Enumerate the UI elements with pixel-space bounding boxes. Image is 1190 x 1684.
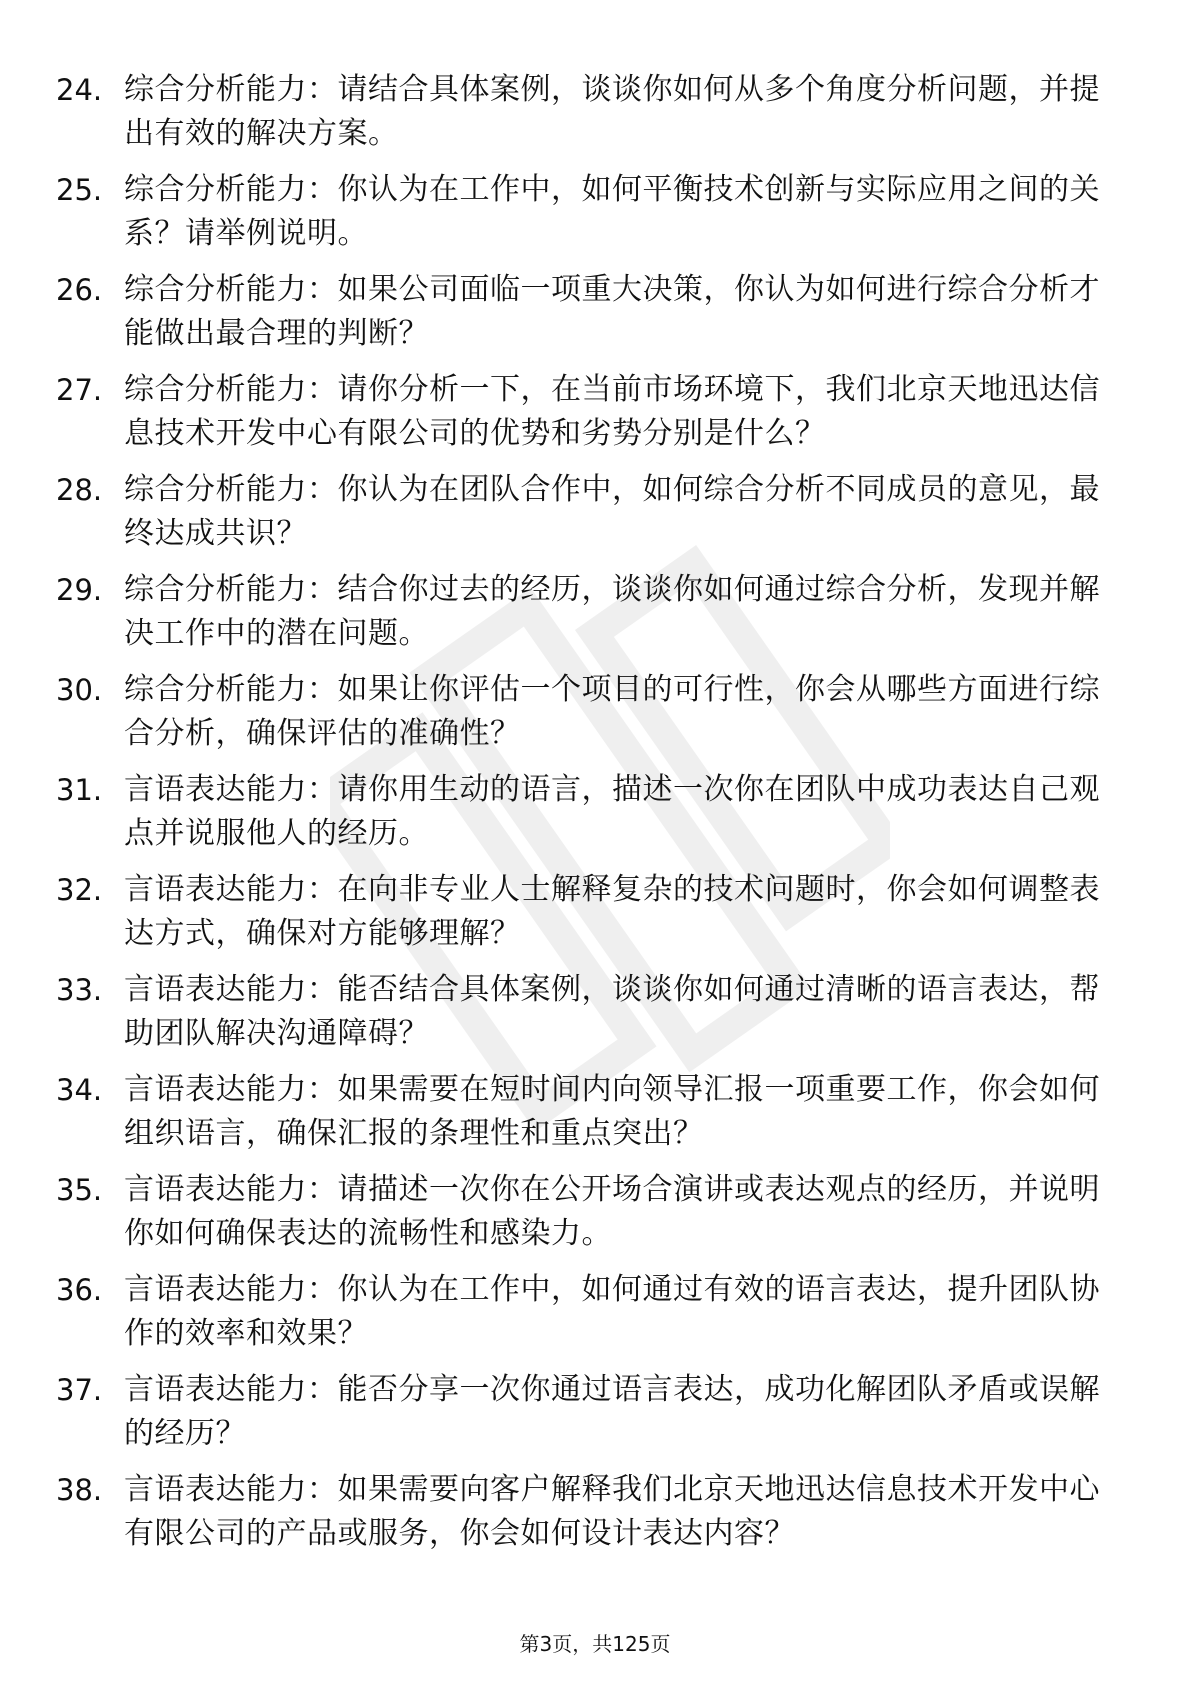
question-text: 言语表达能力：在向非专业人士解释复杂的技术问题时，你会如何调整表达方式，确保对方能够理解？ — [124, 872, 1100, 951]
question-text: 综合分析能力：结合你过去的经历，谈谈你如何通过综合分析，发现并解决工作中的潜在问题。 — [124, 572, 1100, 651]
question-number: 25. — [56, 173, 103, 207]
question-number: 33. — [56, 973, 103, 1007]
question-item — [56, 1268, 1116, 1356]
question-item — [56, 768, 1116, 856]
question-item — [56, 968, 1116, 1056]
question-text: 言语表达能力：请描述一次你在公开场合演讲或表达观点的经历，并说明你如何确保表达的流畅性和感染力。 — [124, 1172, 1100, 1251]
question-text: 综合分析能力：请结合具体案例，谈谈你如何从多个角度分析问题，并提出有效的解决方案。 — [124, 72, 1100, 151]
question-item — [56, 868, 1116, 956]
question-text: 言语表达能力：能否分享一次你通过语言表达，成功化解团队矛盾或误解的经历？ — [124, 1372, 1100, 1451]
question-text: 综合分析能力：你认为在团队合作中，如何综合分析不同成员的意见，最终达成共识？ — [124, 472, 1100, 551]
question-number: 26. — [56, 273, 103, 307]
question-item — [56, 1368, 1116, 1456]
question-item — [56, 68, 1116, 156]
question-list — [56, 68, 1116, 1568]
question-number: 38. — [56, 1473, 103, 1507]
question-number: 29. — [56, 573, 103, 607]
question-text: 言语表达能力：能否结合具体案例，谈谈你如何通过清晰的语言表达，帮助团队解决沟通障碍？ — [124, 972, 1100, 1051]
question-text: 言语表达能力：请你用生动的语言，描述一次你在团队中成功表达自己观点并说服他人的经历。 — [124, 772, 1100, 851]
question-item — [56, 268, 1116, 356]
question-item — [56, 1468, 1116, 1556]
question-number: 30. — [56, 673, 103, 707]
question-number: 32. — [56, 873, 103, 907]
question-text: 言语表达能力：如果需要向客户解释我们北京天地迅达信息技术开发中心有限公司的产品或服务，你会如何设计表达内容？ — [124, 1472, 1100, 1551]
question-item — [56, 368, 1116, 456]
question-text: 言语表达能力：如果需要在短时间内向领导汇报一项重要工作，你会如何组织语言，确保汇报的条理性和重点突出？ — [124, 1072, 1100, 1151]
question-text: 言语表达能力：你认为在工作中，如何通过有效的语言表达，提升团队协作的效率和效果？ — [124, 1272, 1100, 1351]
question-item — [56, 1168, 1116, 1256]
question-number: 34. — [56, 1073, 103, 1107]
question-number: 36. — [56, 1273, 103, 1307]
question-number: 35. — [56, 1173, 103, 1207]
page-footer — [0, 1630, 1190, 1658]
question-number: 27. — [56, 373, 103, 407]
question-item — [56, 168, 1116, 256]
question-text: 综合分析能力：如果公司面临一项重大决策，你认为如何进行综合分析才能做出最合理的判断？ — [124, 272, 1100, 351]
question-text: 综合分析能力：请你分析一下，在当前市场环境下，我们北京天地迅达信息技术开发中心有限公司的优势和劣势分别是什么？ — [124, 372, 1100, 451]
question-text: 综合分析能力：你认为在工作中，如何平衡技术创新与实际应用之间的关系？请举例说明。 — [124, 172, 1100, 251]
question-item — [56, 568, 1116, 656]
question-item — [56, 468, 1116, 556]
question-number: 24. — [56, 73, 103, 107]
page-number-label: 第3页，共125页 — [519, 1632, 671, 1656]
question-number: 31. — [56, 773, 103, 807]
question-number: 37. — [56, 1373, 103, 1407]
question-item — [56, 1068, 1116, 1156]
question-text: 综合分析能力：如果让你评估一个项目的可行性，你会从哪些方面进行综合分析，确保评估的准确性？ — [124, 672, 1100, 751]
question-item — [56, 668, 1116, 756]
question-number: 28. — [56, 473, 103, 507]
